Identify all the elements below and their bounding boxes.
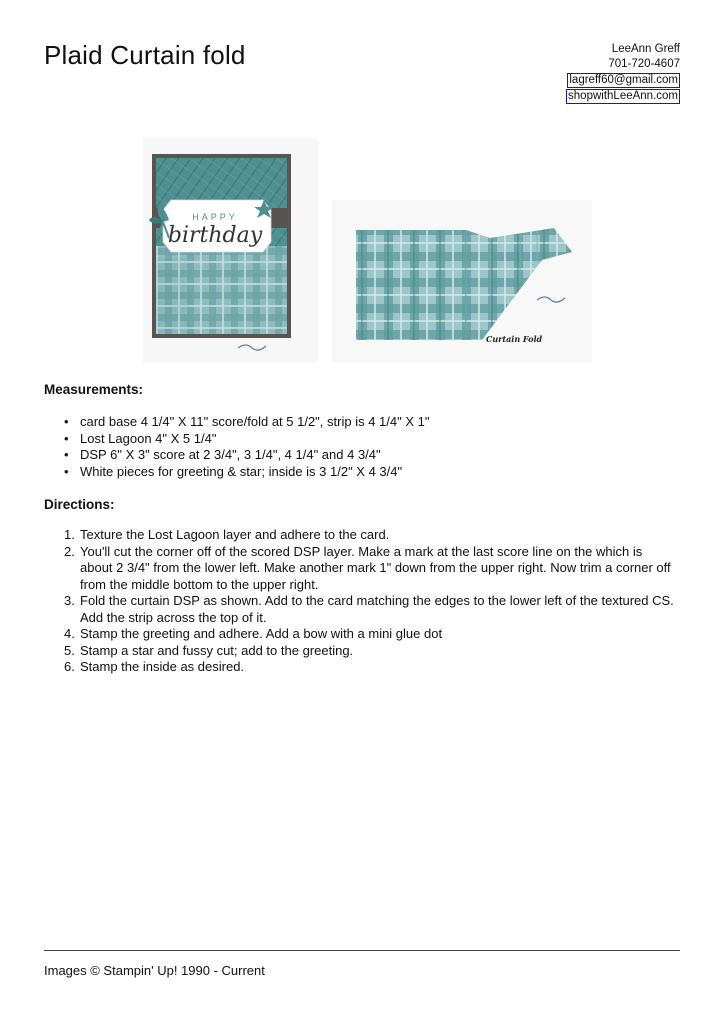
contact-block (566, 42, 680, 104)
step-text: Stamp the greeting and adhere. Add a bow with a mini glue dot (80, 626, 443, 641)
signature-mark (238, 345, 266, 350)
greeting-birthday: birthday (167, 223, 263, 248)
signature-mark (537, 297, 565, 302)
page-title: Plaid Curtain fold (44, 40, 246, 70)
list-item: • card base 4 1/4" X 11" score/fold at 5 1/2", strip is 4 1/4" X 1" (64, 414, 429, 431)
contact-website-link[interactable]: shopwithLeeAnn.com (568, 90, 678, 102)
footer-divider (44, 950, 680, 951)
list-item: • Lost Lagoon 4" X 5 1/4" (64, 431, 429, 448)
contact-email-link[interactable]: lagreff60@gmail.com (569, 74, 678, 86)
list-item (64, 643, 674, 660)
list-item: • White pieces for greeting & star; inside is 3 1/2" X 4 3/4" (64, 464, 429, 481)
card-photo (143, 138, 318, 363)
step-number: 3. (64, 593, 75, 608)
step-text: Stamp the inside as desired. (80, 659, 245, 674)
step-text: Stamp a star and fussy cut; add to the greeting. (80, 642, 354, 658)
curtain-fold-illustration (332, 200, 592, 363)
list-item (64, 593, 674, 626)
step-text: Texture the Lost Lagoon layer and adhere to the card. (80, 527, 390, 542)
directions-heading: Directions: (44, 497, 115, 512)
step-number: 6. (64, 659, 75, 674)
measurements-list (64, 414, 429, 480)
step-number: 5. (64, 642, 75, 658)
list-item (64, 659, 674, 676)
contact-name: LeeAnn Greff (611, 43, 680, 55)
measurements-heading: Measurements: (44, 382, 144, 397)
step-text: You'll cut the corner off of the scored DSP layer. Make a mark at the last score line on the which is about 2 3/4" from the lower left. Make another mark 1" down from the upper right. Now trim a corner off from the middle bottom to the upper right. (80, 543, 671, 592)
greeting-happy: HAPPY (192, 212, 238, 222)
step-text: Fold the curtain DSP as shown. Add to the card matching the edges to the lower left of the textured CS. Add the strip across the top of it. (80, 593, 674, 625)
contact-phone: 701-720-4607 (608, 58, 680, 70)
step-number: 2. (64, 543, 75, 559)
list-item (64, 544, 674, 594)
list-item: • DSP 6" X 3" score at 2 3/4", 3 1/4", 4 1/4" and 4 3/4" (64, 447, 429, 464)
curtain-dsp (356, 228, 572, 340)
card-illustration (143, 138, 318, 363)
list-item (64, 626, 674, 643)
step-number: 4. (64, 626, 75, 641)
step-number: 1. (64, 527, 75, 542)
footer-copyright: Images © Stampin' Up! 1990 - Current (44, 963, 265, 978)
curtain-fold-label: Curtain Fold (486, 334, 543, 344)
list-item (64, 527, 674, 544)
curtain-fold-photo (332, 200, 592, 363)
directions-list (64, 527, 674, 676)
